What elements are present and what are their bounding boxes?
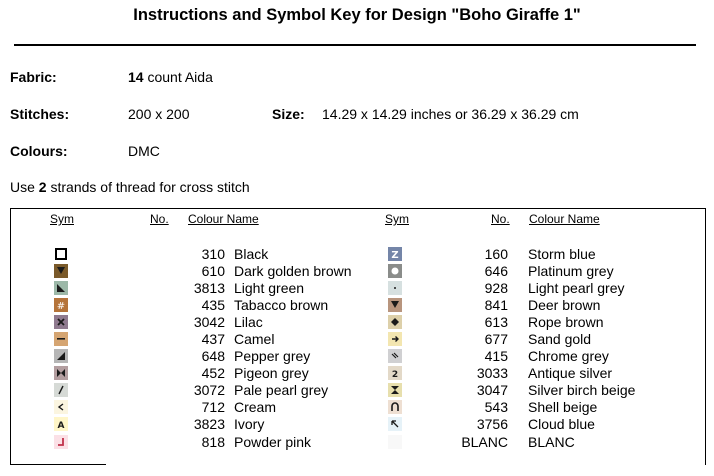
key-row [388, 433, 635, 450]
key-row [54, 313, 352, 330]
colour-name: Sand gold [528, 331, 592, 348]
fabric-value [128, 69, 213, 85]
dmc-number: 3813 [193, 279, 225, 296]
dmc-number: 3033 [476, 365, 508, 382]
dmc-number: 712 [201, 399, 225, 416]
header-sym-left: Sym [50, 212, 74, 226]
key-row [388, 330, 635, 347]
document-title: Instructions and Symbol Key for Design "Boho Giraffe 1" [133, 6, 581, 24]
arch-icon [388, 401, 402, 414]
svg-text:Z: Z [391, 249, 399, 261]
chevron-up-left-icon [388, 418, 402, 431]
key-row [388, 416, 635, 433]
key-row [54, 330, 352, 347]
key-row [388, 262, 635, 279]
colour-name: Light green [234, 279, 305, 296]
dmc-number: 435 [201, 296, 225, 313]
title-divider [14, 44, 696, 46]
diagonal-triangle-icon [54, 350, 68, 363]
dmc-number: 310 [201, 245, 225, 262]
dmc-number: 415 [484, 348, 508, 365]
dmc-number: 437 [201, 331, 225, 348]
arrow-right-icon [388, 333, 402, 346]
key-row [388, 279, 635, 296]
double-slash-icon [388, 350, 402, 363]
colour-name: Dark golden brown [234, 262, 352, 279]
slash-icon [54, 384, 68, 397]
dmc-number: 3756 [476, 416, 508, 433]
dash-icon [54, 333, 68, 346]
blank-square-icon [388, 435, 402, 448]
key-row [54, 245, 352, 262]
diamond-icon [388, 315, 402, 328]
header-sym-right: Sym [385, 212, 409, 226]
dmc-number: 610 [201, 262, 225, 279]
colour-name: Powder pink [234, 433, 312, 450]
svg-text:A: A [57, 421, 65, 432]
dmc-number: 613 [484, 313, 508, 330]
bowtie-icon [54, 367, 68, 380]
dmc-number: 3823 [193, 416, 225, 433]
colours-label: Colours: [10, 143, 68, 159]
corner-triangle-icon [54, 281, 68, 294]
hourglass-icon [388, 384, 402, 397]
dmc-number: 818 [201, 433, 225, 450]
letter-a-icon [54, 418, 68, 431]
dmc-number: 646 [484, 262, 508, 279]
hash-icon [54, 298, 68, 311]
digit-2-icon [388, 367, 402, 380]
colour-name: Platinum grey [528, 262, 614, 279]
size-value: 14.29 x 14.29 inches or 36.29 x 36.29 cm [322, 106, 579, 122]
key-row [54, 416, 352, 433]
key-row [54, 433, 352, 450]
fabric-label: Fabric: [10, 69, 57, 85]
colour-name: Tabacco brown [234, 296, 329, 313]
size-label: Size: [272, 106, 305, 122]
dmc-number: BLANC [461, 433, 508, 450]
key-row [54, 399, 352, 416]
dmc-number: 648 [201, 348, 225, 365]
colour-name: Rope brown [528, 313, 604, 330]
dmc-number: 3042 [193, 313, 225, 330]
key-column-left [54, 245, 352, 450]
key-row [388, 313, 635, 330]
svg-text:2: 2 [391, 370, 399, 381]
dmc-number: 3047 [476, 382, 508, 399]
header-name-left: Colour Name [188, 212, 259, 226]
circle-icon [388, 264, 402, 277]
colour-name: Antique silver [528, 365, 613, 382]
key-row [54, 262, 352, 279]
header-no-left: No. [150, 212, 169, 226]
colour-name: Silver birch beige [528, 382, 636, 399]
key-row [388, 382, 635, 399]
colour-name: Light pearl grey [528, 279, 625, 296]
thread-instruction: Use 2 strands of thread for cross stitch [10, 179, 250, 195]
key-row [54, 382, 352, 399]
key-row [388, 245, 635, 262]
key-row [54, 348, 352, 365]
lt-sign-icon [54, 401, 68, 414]
dmc-number: 543 [484, 399, 508, 416]
key-row [388, 399, 635, 416]
dmc-number: 452 [201, 365, 225, 382]
colour-name: Storm blue [528, 245, 596, 262]
dmc-number: 3072 [193, 382, 225, 399]
colour-name: Lilac [234, 313, 263, 330]
corner-bracket-icon [54, 435, 68, 448]
colour-name: Camel [234, 331, 275, 348]
fabric-type: count Aida [143, 69, 213, 85]
dmc-number: 928 [484, 279, 508, 296]
colour-name: Pigeon grey [234, 365, 309, 382]
colours-value: DMC [128, 143, 160, 159]
colour-name: Ivory [234, 416, 265, 433]
colour-name: Cloud blue [528, 416, 595, 433]
strand-count: 2 [38, 179, 47, 195]
down-triangle-icon [54, 264, 68, 277]
colour-name: Shell beige [528, 399, 598, 416]
key-bottom-rule [10, 464, 106, 465]
colour-name: Cream [234, 399, 277, 416]
dot-icon [388, 281, 402, 294]
key-row [54, 296, 352, 313]
dmc-number: 841 [484, 296, 508, 313]
open-square-icon [54, 247, 68, 260]
colour-name: Black [234, 245, 269, 262]
key-row [388, 348, 635, 365]
dmc-number: 677 [484, 331, 508, 348]
colour-name: Pale pearl grey [234, 382, 329, 399]
colour-name: BLANC [528, 433, 575, 450]
stitches-value: 200 x 200 [128, 106, 190, 122]
key-row [54, 365, 352, 382]
stitches-label: Stitches: [10, 106, 70, 122]
key-row [54, 279, 352, 296]
down-triangle-icon [388, 298, 402, 311]
key-row [388, 296, 635, 313]
x-mark-icon [54, 315, 68, 328]
header-no-right: No. [491, 212, 510, 226]
letter-z-icon [388, 247, 402, 260]
dmc-number: 160 [484, 245, 508, 262]
colour-name: Deer brown [528, 296, 601, 313]
key-column-right [388, 245, 635, 450]
colour-name: Chrome grey [528, 348, 609, 365]
key-row [388, 365, 635, 382]
fabric-count: 14 [128, 69, 144, 85]
header-name-right: Colour Name [529, 212, 600, 226]
colour-name: Pepper grey [234, 348, 311, 365]
svg-text:#: # [56, 300, 66, 312]
